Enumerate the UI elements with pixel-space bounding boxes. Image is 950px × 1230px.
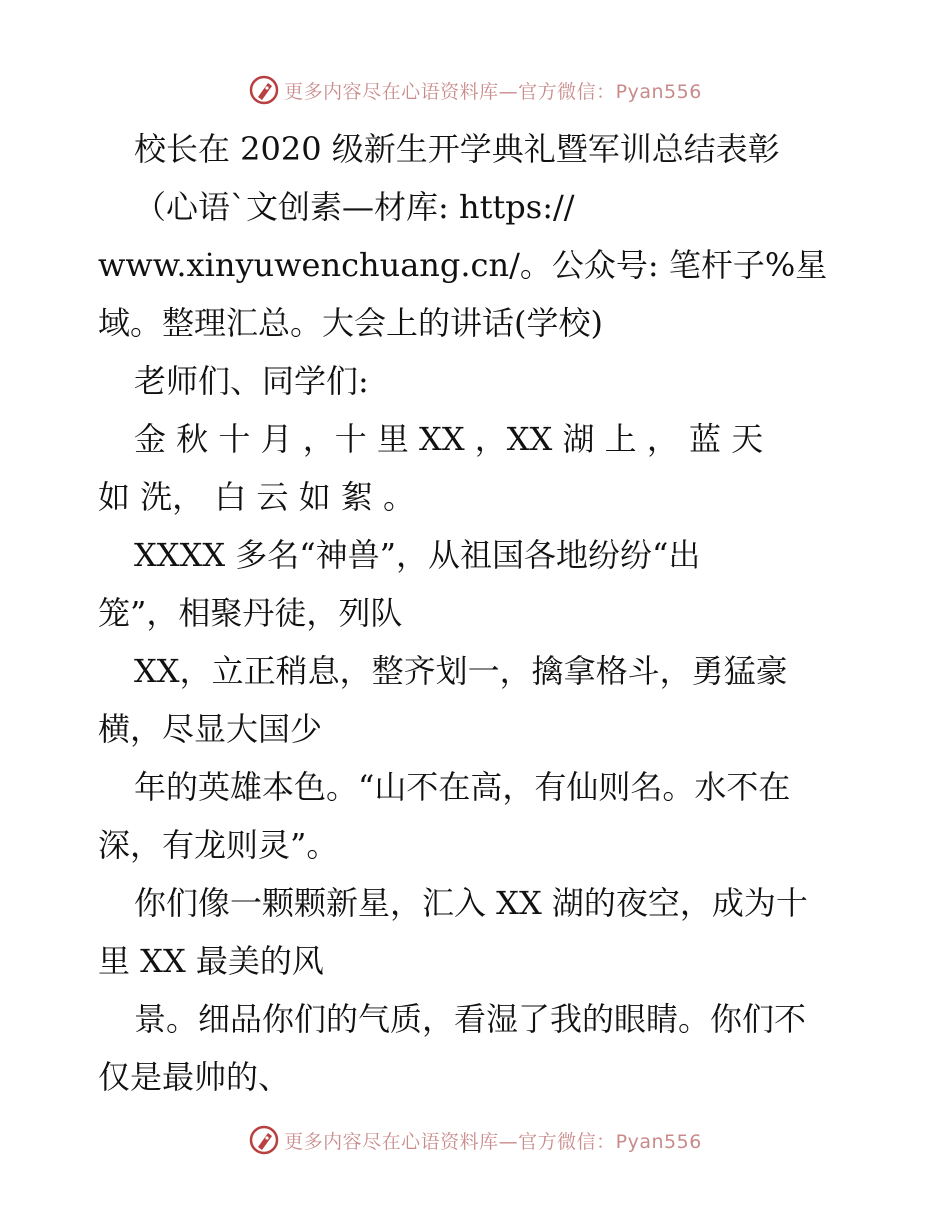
title-line-1: 校长在 2020 级新生开学典礼暨军训总结表彰: [134, 130, 780, 168]
footer-banner-text: 更多内容尽在心语资料库—官方微信：Pyan556: [284, 1130, 702, 1153]
pen-nib-logo-icon: [248, 74, 280, 106]
paragraph-4-line-2: 深，有龙则灵”。: [98, 826, 339, 864]
paragraph-5-line-1: 你们像一颗颗新星，汇入 XX 湖的夜空，成为十: [134, 884, 808, 922]
salutation: 老师们、同学们:: [134, 362, 369, 400]
title-line-4: 域。整理汇总。大会上的讲话(学校): [98, 304, 603, 342]
paragraph-5-line-2: 里 XX 最美的风: [98, 942, 324, 980]
paragraph-2-line-1: XXXX 多名“神兽”，从祖国各地纷纷“出: [134, 536, 701, 574]
document-body: [98, 120, 858, 1106]
title-line-2: （心语`文创素—材库: https://: [134, 188, 575, 226]
paragraph-6-line-2: 仅是最帅的、: [98, 1058, 291, 1096]
paragraph-2-line-2: 笼”，相聚丹徒，列队: [98, 594, 403, 632]
paragraph-3-line-1: XX，立正稍息，整齐划一，擒拿格斗，勇猛豪: [134, 652, 788, 690]
title-line-3: www.xinyuwenchuang.cn/。公众号: 笔杆子%星: [98, 246, 828, 284]
header-banner: [0, 72, 950, 108]
paragraph-1-line-2: 如 洗， 白 云 如 絮 。: [98, 478, 416, 516]
paragraph-1-line-1: 金 秋 十 月 ，十 里 XX ，XX 湖 上 ， 蓝 天: [134, 420, 764, 458]
paragraph-6-line-1: 景。细品你们的气质，看湿了我的眼睛。你们不: [134, 1000, 807, 1038]
paragraph-4-line-1: 年的英雄本色。“山不在高，有仙则名。水不在: [134, 768, 791, 806]
header-banner-text: 更多内容尽在心语资料库—官方微信：Pyan556: [284, 80, 702, 103]
paragraph-3-line-2: 横，尽显大国少: [98, 710, 323, 748]
footer-banner: [0, 1122, 950, 1158]
pen-nib-logo-icon: [248, 1124, 280, 1156]
